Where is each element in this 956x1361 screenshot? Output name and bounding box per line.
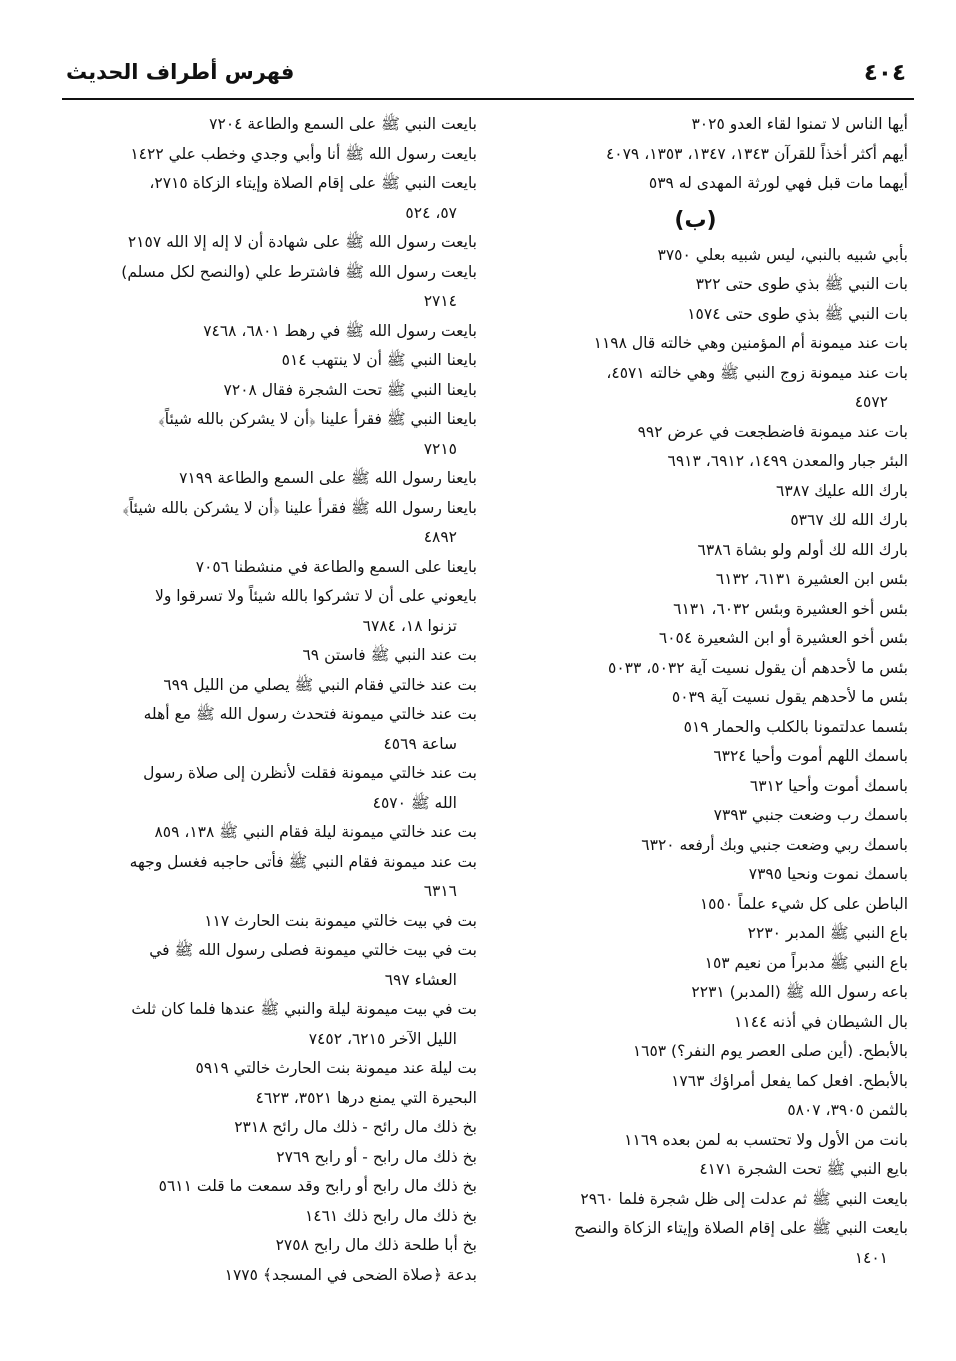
entry-continuation: الليل الآخر ٦٢١٥، ٧٤٥٢ xyxy=(308,1029,457,1048)
entry-continuation: ٤٥٧٢ xyxy=(854,393,888,411)
entry-text: باع النبي ﷺ مدبراً من نعيم ١٥٣ xyxy=(704,953,908,972)
index-entry xyxy=(483,890,908,920)
entry-text: بالأبطح. (أين صلى العصر يوم النفر؟) ١٦٥٣ xyxy=(632,1042,908,1060)
entry-text: بايعت رسول الله ﷺ فاشترط علي (والنصح لكل مسلم) xyxy=(121,262,477,281)
index-entry xyxy=(483,1126,908,1156)
index-entry xyxy=(72,376,477,406)
entry-continuation: الله ﷺ ٤٥٧٠ xyxy=(372,793,457,812)
index-entry xyxy=(72,641,477,671)
index-entry xyxy=(483,506,908,536)
index-entry xyxy=(72,1113,477,1143)
index-entry xyxy=(72,848,477,907)
index-entry xyxy=(483,1214,908,1273)
index-entry xyxy=(72,1202,477,1232)
entry-text: بت عند خالتي ميمونة فقلت لأنظرن إلى صلاة رسول xyxy=(143,764,477,782)
index-entry xyxy=(72,671,477,701)
entry-text: بت عند خالتي فقام النبي ﷺ يصلي من الليل ٦٩٩ xyxy=(163,675,477,694)
entry-text: بايعنا على السمع والطاعة في منشطنا ٧٠٥٦ xyxy=(195,557,477,576)
entry-text: بت في بيت خالتي ميمونة فصلى رسول الله ﷺ في xyxy=(149,941,477,959)
index-entry xyxy=(72,169,477,228)
index-entry xyxy=(72,258,477,317)
index-entry xyxy=(72,759,477,818)
entry-text: بخ ذلك مال رابح أو رابح وقد سمعت ما قلت ٥٦١١ xyxy=(158,1177,477,1195)
index-entry xyxy=(483,418,908,448)
entry-text: بارك الله لك ٥٣٦٧ xyxy=(790,511,908,529)
index-entry xyxy=(483,140,908,170)
entry-text: بايعت رسول الله ﷺ أنا وأبي وجدي وخطب علي ١٤٢٢ xyxy=(130,144,477,163)
right-column xyxy=(483,110,908,1273)
entry-continuation: العشاء ٦٩٧ xyxy=(384,970,457,989)
entry-text: بت عند خالتي ميمونة ليلة فقام النبي ﷺ ١٣٨، ٨٥٩ xyxy=(154,823,477,841)
entry-text: باسمك أموت وأحيا ٦٣١٢ xyxy=(749,776,908,795)
entry-continuation: ٥٧، ٥٢٤ xyxy=(405,203,457,222)
entry-text: بت في بيت خالتي ميمونة بنت الحارث ١١٧ xyxy=(204,911,477,930)
entry-text: بايعت النبي ﷺ على إقام الصلاة وإيتاء الزكاة ٢٧١٥، xyxy=(149,174,477,192)
entry-text: بدعة ﴿صلاة الضحى في المسجد﴾ ١٧٧٥ xyxy=(224,1265,477,1284)
index-entry xyxy=(72,1231,477,1261)
entry-text: باسمك اللهم أموت وأحيا ٦٣٢٤ xyxy=(713,747,908,765)
index-entry xyxy=(483,772,908,802)
index-entry xyxy=(483,831,908,861)
index-entry xyxy=(483,1096,908,1126)
index-entry xyxy=(72,553,477,583)
entry-continuation: ٦٣١٦ xyxy=(423,882,457,900)
entry-text: بايعنا النبي ﷺ فقرأ علينا ﴿أن لا يشركن بالله شيئاً﴾ xyxy=(158,410,477,428)
entry-text: بت عند ميمونة فقام النبي ﷺ فأتى حاجبه فغسل وجهه xyxy=(129,852,477,871)
index-entry xyxy=(483,595,908,625)
entry-continuation: ١٤٠١ xyxy=(854,1248,888,1267)
index-entry xyxy=(72,346,477,376)
entry-text: بت في بيت ميمونة ليلة والنبي ﷺ عندها فلما كان ثلث xyxy=(131,1000,477,1018)
index-entry xyxy=(483,978,908,1008)
index-entry xyxy=(72,1054,477,1084)
left-column xyxy=(72,110,477,1290)
index-entry xyxy=(483,329,908,359)
entry-continuation: ٤٨٩٢ xyxy=(423,528,457,546)
index-entry xyxy=(483,447,908,477)
index-entry xyxy=(483,359,908,418)
entry-continuation: ساعة ٤٥٦٩ xyxy=(383,734,457,753)
entry-text: بايعنا رسول الله ﷺ على السمع والطاعة ٧١٩٩ xyxy=(179,469,477,487)
index-entry xyxy=(72,1084,477,1114)
entry-continuation: ٧٢١٥ xyxy=(423,439,457,458)
index-entry xyxy=(483,624,908,654)
entry-text: بايعت النبي ﷺ ثم عدلت إلى ظل شجرة فلما ٢٩٦٠ xyxy=(580,1189,908,1208)
page-header xyxy=(62,58,914,100)
entry-text: بت عند خالتي ميمونة فتحدث رسول الله ﷺ مع أهله xyxy=(143,705,477,723)
entry-text: بئس ما لأحدهم أن يقول نسيت آية ٥٠٣٢، ٥٠٣٣ xyxy=(608,658,908,677)
index-entry xyxy=(483,565,908,595)
index-entry xyxy=(72,1143,477,1173)
index-entry xyxy=(483,683,908,713)
entry-text: بات عند ميمونة زوج النبي ﷺ وهي خالته ٤٥٧١، xyxy=(606,363,908,382)
entry-text: بالثمن ٣٩٠٥، ٥٨٠٧ xyxy=(787,1101,908,1119)
index-entry xyxy=(483,1155,908,1185)
index-entry xyxy=(483,477,908,507)
entry-text: بخ أبا طلحة ذلك مال رابح ٢٧٥٨ xyxy=(275,1236,477,1254)
entry-continuation: تزنوا ١٨، ٦٧٨٤ xyxy=(362,616,457,635)
entry-text: بايعنا النبي ﷺ أن لا ينتهب ٥١٤ xyxy=(281,351,477,369)
entry-text: بايعت النبي ﷺ على السمع والطاعة ٧٢٠٤ xyxy=(209,115,477,133)
index-entry xyxy=(72,1261,477,1291)
entry-text: الباطن على كل شيء علماً ١٥٥٠ xyxy=(699,894,908,913)
index-entry xyxy=(483,1185,908,1215)
index-entry xyxy=(72,464,477,494)
index-entry xyxy=(72,110,477,140)
index-entry xyxy=(483,270,908,300)
entry-continuation: ٢٧١٤ xyxy=(423,292,457,310)
page-number: ٤٠٤ xyxy=(863,60,906,86)
index-entry xyxy=(72,818,477,848)
entry-text: باسمك ربي وضعت جنبي وبك أرفعه ٦٣٢٠ xyxy=(641,835,908,854)
index-entry xyxy=(483,949,908,979)
entry-text: بت ليلة عند ميمونة بنت الحارث خالتي ٥٩١٩ xyxy=(195,1059,477,1077)
entry-text: بال الشيطان في أذنه ١١٤٤ xyxy=(734,1012,908,1031)
index-entry xyxy=(483,801,908,831)
entry-text: بايعنا رسول الله ﷺ فقرأ علينا ﴿أن لا يشركن بالله شيئاً﴾ xyxy=(122,498,477,517)
index-entry xyxy=(483,713,908,743)
entry-text: بايعوني على أن لا تشركوا بالله شيئاً ولا تسرقوا ولا xyxy=(155,587,477,605)
entry-text: بايع النبي ﷺ تحت الشجرة ٤١٧١ xyxy=(699,1160,908,1178)
entry-text: بايعت رسول الله ﷺ على شهادة أن لا إله إلا الله ٢١٥٧ xyxy=(127,233,477,251)
index-entry xyxy=(72,582,477,641)
entry-text: بأبي شبيه بالنبي، ليس شبيه بعلي ٣٧٥٠ xyxy=(657,245,908,264)
index-entry xyxy=(72,405,477,464)
entry-text: بخ ذلك مال رابح ذلك ١٤٦١ xyxy=(304,1206,477,1225)
entry-text: بئس ما لأحدهم يقول نسيت آية ٥٠٣٩ xyxy=(671,688,908,706)
index-entry xyxy=(72,228,477,258)
entry-text: أيهم أكثر أخذاً للقرآن ١٣٤٣، ١٣٤٧، ١٣٥٣، ٤٠٧٩ xyxy=(605,144,908,163)
index-entry xyxy=(72,1172,477,1202)
running-title: فهرس أطراف الحديث xyxy=(66,60,295,84)
index-entry xyxy=(483,536,908,566)
entry-text: باع النبي ﷺ المدبر ٢٢٣٠ xyxy=(747,924,908,942)
index-entry xyxy=(483,300,908,330)
entry-text: بارك الله لك أولم ولو بشاة ٦٣٨٦ xyxy=(697,540,908,559)
entry-text: بئس ابن العشيرة ٦١٣١، ٦١٣٢ xyxy=(715,570,908,588)
entry-text: باسمك نموت ونحيا ٧٣٩٥ xyxy=(748,865,908,883)
index-entry xyxy=(72,317,477,347)
entry-text: بخ ذلك مال رائح - ذلك مال رائح ٢٣١٨ xyxy=(234,1118,477,1136)
section-heading-ba: (ب) xyxy=(674,207,717,233)
index-entry xyxy=(72,907,477,937)
index-entry xyxy=(483,110,908,140)
index-entry xyxy=(72,140,477,170)
entry-text: أيهما مات قبل فهي لورثة المهدى له ٥٣٩ xyxy=(648,174,908,192)
entry-text: بات عند ميمونة أم المؤمنين وهي خالته قال ١١٩٨ xyxy=(593,334,908,352)
entry-text: البحيرة التي يمنع درها ٣٥٢١، ٤٦٢٣ xyxy=(255,1088,477,1107)
index-entry xyxy=(483,919,908,949)
index-entry xyxy=(72,700,477,759)
index-entry xyxy=(72,995,477,1054)
entry-text: أيها الناس لا تمنوا لقاء العدو ٣٠٢٥ xyxy=(691,115,908,133)
index-entry xyxy=(72,936,477,995)
entry-text: باسمك رب وضعت جنبي ٧٣٩٣ xyxy=(713,806,908,824)
entry-text: بارك الله عليك ٦٣٨٧ xyxy=(776,481,908,500)
entry-text: بئس أخو العشيرة أو ابن الشعيرة ٦٠٥٤ xyxy=(658,629,908,647)
entry-text: بايعنا النبي ﷺ تحت الشجرة فقال ٧٢٠٨ xyxy=(223,380,477,399)
entry-text: بت عند النبي ﷺ فاستن ٦٩ xyxy=(302,646,477,664)
entry-text: بايعت رسول الله ﷺ في رهط ٦٨٠١، ٧٤٦٨ xyxy=(203,321,477,340)
index-entry xyxy=(483,1037,908,1067)
entry-text: بانت من الأول ولا تحتسب به لمن بعده ١١٦٩ xyxy=(624,1130,908,1149)
index-entry xyxy=(483,860,908,890)
entry-text: البئر جبار والمعدن ١٤٩٩، ٦٩١٢، ٦٩١٣ xyxy=(667,452,908,470)
index-entry xyxy=(483,654,908,684)
entry-text: بات النبي ﷺ بذي طوى حتى ١٥٧٤ xyxy=(687,304,908,323)
index-entry xyxy=(483,241,908,271)
index-entry xyxy=(72,494,477,553)
entry-text: بالأبطح. افعل كما يفعل أمراؤك ١٧٦٣ xyxy=(671,1071,908,1090)
entry-text: بات عند ميمونة فاضطجعت في عرض ٩٩٢ xyxy=(637,422,908,441)
entry-text: بئس أخو العشيرة وبئس ٦٠٣٢، ٦١٣١ xyxy=(673,599,908,618)
index-entry xyxy=(483,1067,908,1097)
entry-text: بات النبي ﷺ بذي طوى حتى ٣٢٢ xyxy=(695,275,908,293)
entry-text: باعه رسول الله ﷺ (المدبر) ٢٢٣١ xyxy=(691,983,908,1001)
entry-text: بايعت النبي ﷺ على إقام الصلاة وإيتاء الزكاة والنصح xyxy=(574,1219,908,1237)
entry-text: بخ ذلك مال رابح - أو رابح ٢٧٦٩ xyxy=(276,1147,477,1166)
index-entry xyxy=(483,169,908,199)
index-entry xyxy=(483,1008,908,1038)
index-entry xyxy=(483,742,908,772)
entry-text: بئسما عدلتمونا بالكلب والحمار ٥١٩ xyxy=(683,717,908,736)
